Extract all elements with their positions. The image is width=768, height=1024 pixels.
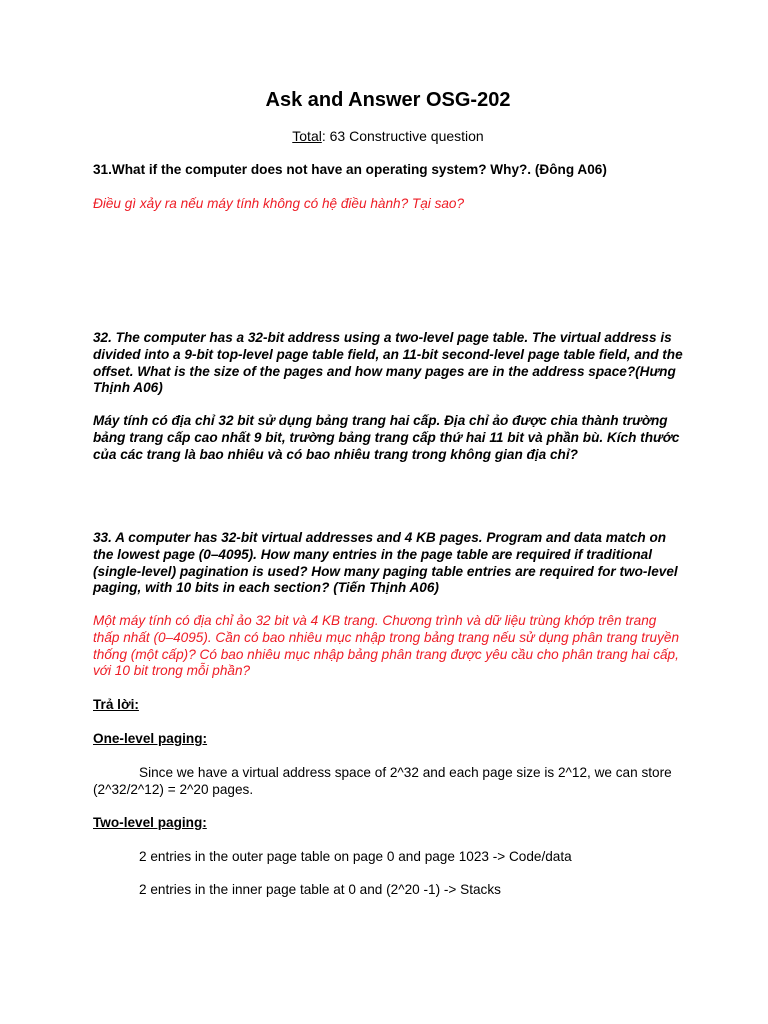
two-level-heading: Two-level paging: [93,815,207,830]
question-33-translation: Một máy tính có địa chỉ ảo 32 bit và 4 KB trang. Chương trình và dữ liệu trùng khớp trên trang thấp nhất (0–4095). Cần có bao nhiêu mục nhập trong bảng trang nếu sử dụng phân trang truyền thống (một cấp)? Có bao nhiêu mục nhập bảng phân trang được yêu cầu cho phân trang hai cấp, với 10 bit trong mỗi phần? [93,613,680,679]
two-level-line-1: 2 entries in the outer page table on page 0 and page 1023 -> Code/data [139,849,572,864]
question-32: 32. The computer has a 32-bit address using a two-level page table. The virtual address is divided into a 9-bit top-level page table field, an 11-bit second-level page table field, and the offset. What is the size of the pages and how many pages are in the address space?(Hưng Thịnh A06) [93,330,683,396]
document-title: Ask and Answer OSG-202 [265,89,511,111]
question-33: 33. A computer has 32-bit virtual addresses and 4 KB pages. Program and data match on the lowest page (0–4095). How many entries in the page table are required if traditional (single-level) pagination is used? How many paging table entries are required for two-level paging, with 10 bits in each section? (Tiến Thịnh A06) [93,530,678,596]
question-32-translation: Máy tính có địa chỉ 32 bit sử dụng bảng trang hai cấp. Địa chỉ ảo được chia thành trường bảng trang cấp cao nhất 9 bit, trường bảng trang cấp thứ hai 11 bit và phần bù. Kích thước của các trang là bao nhiêu và có bao nhiêu trang trong không gian địa chỉ? [93,413,680,462]
answer-label: Trả lời: [93,697,139,712]
question-31: 31.What if the computer does not have an operating system? Why?. (Đông A06) [93,162,607,177]
question-31-translation: Điều gì xảy ra nếu máy tính không có hệ điều hành? Tại sao? [93,196,465,211]
total-line [93,127,683,145]
one-level-heading: One-level paging: [93,731,208,746]
one-level-text: Since we have a virtual address space of 2^32 and each page size is 2^12, we can store (2^32/2^12) = 2^20 pages. [93,765,672,797]
two-level-line-2: 2 entries in the inner page table at 0 and (2^20 -1) -> Stacks [139,882,501,897]
total-text: : 63 Constructive question [321,128,484,144]
total-label: Total [292,128,322,144]
